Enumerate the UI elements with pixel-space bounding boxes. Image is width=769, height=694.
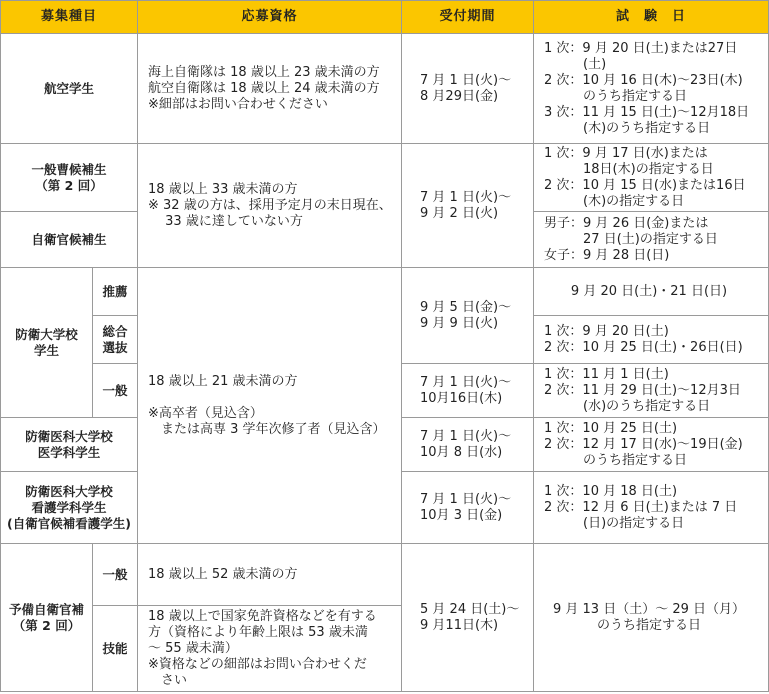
row-general-candidate: [1, 144, 769, 212]
category-nda: 防衛大学校 学生: [1, 268, 93, 418]
qualification-reserve-general: 18 歳以上 52 歳未満の方: [138, 544, 402, 606]
row-aviation: [1, 34, 769, 144]
header-qualification: 応募資格: [138, 1, 402, 34]
period-nda-recommend: 9 月 5 日(金)～ 9 月 9 日(火): [402, 268, 534, 364]
sub-nda-comprehensive: 総合 選抜: [93, 316, 138, 364]
header-exam: 試 験 日: [534, 1, 769, 34]
row-nda-recommend: [1, 268, 769, 316]
period-reserve: 5 月 24 日(土)～ 9 月11日(木): [402, 544, 534, 692]
category-general-candidate: 一般曹候補生 （第 2 回）: [1, 144, 138, 212]
qualification-candidates: 18 歳以上 33 歳未満の方 ※ 32 歳の方は、採用予定月の末日現在、 33 歳に達していない方: [138, 144, 402, 268]
category-ndmc-medical: 防衛医科大学校 医学科学生: [1, 418, 138, 472]
period-candidates: 7 月 1 日(火)～ 9 月 2 日(火): [402, 144, 534, 268]
exam-ndmc-medical: 1 次：10 月 25 日(土) 2 次：12 月 17 日(水)～19日(金) のうち指定する日: [534, 418, 769, 472]
period-nda-general: 7 月 1 日(火)～ 10月16日(木): [402, 364, 534, 418]
exam-nda-general: 1 次：11 月 1 日(土) 2 次：11 月 29 日(土)～12月3日 (水)のうち指定する日: [534, 364, 769, 418]
exam-nda-recommend: 9 月 20 日(土)・21 日(日): [534, 268, 769, 316]
qualification-nda-ndmc: 18 歳以上 21 歳未満の方 ※高卒者（見込含） または高専 3 学年次修了者（見込含）: [138, 268, 402, 544]
period-aviation: 7 月 1 日(火)～ 8 月29日(金): [402, 34, 534, 144]
qualification-aviation: 海上自衛隊は 18 歳以上 23 歳未満の方 航空自衛隊は 18 歳以上 24 歳未満の方 ※細部はお問い合わせください: [138, 34, 402, 144]
exam-reserve: 9 月 13 日（土）～ 29 日（月） のうち指定する日: [534, 544, 769, 692]
category-sdf-candidate: 自衛官候補生: [1, 212, 138, 268]
category-reserve: 予備自衛官補 （第 2 回）: [1, 544, 93, 692]
period-ndmc-nursing: 7 月 1 日(火)～ 10月 3 日(金): [402, 472, 534, 544]
exam-nda-comprehensive: 1 次：9 月 20 日(土) 2 次：10 月 25 日(土)・26日(日): [534, 316, 769, 364]
exam-sdf-candidate: 男子：9 月 26 日(金)または 27 日(土)の指定する日 女子：9 月 28 日(日): [534, 212, 769, 268]
category-aviation: 航空学生: [1, 34, 138, 144]
exam-aviation: 1 次：9 月 20 日(土)または27日 (土) 2 次：10 月 16 日(木)～23日(木) のうち指定する日 3 次：11 月 15 日(土)～12月18日 (木)のうち指定する日: [534, 34, 769, 144]
header-period: 受付期間: [402, 1, 534, 34]
exam-ndmc-nursing: 1 次：10 月 18 日(土) 2 次：12 月 6 日(土)または 7 日 (日)の指定する日: [534, 472, 769, 544]
sub-reserve-skill: 技能: [93, 606, 138, 692]
category-ndmc-nursing: 防衛医科大学校 看護学科学生 (自衛官候補看護学生): [1, 472, 138, 544]
row-reserve-general: [1, 544, 769, 606]
header-category: 募集種目: [1, 1, 138, 34]
sub-nda-recommend: 推薦: [93, 268, 138, 316]
header-row: [1, 1, 769, 34]
period-ndmc-medical: 7 月 1 日(火)～ 10月 8 日(水): [402, 418, 534, 472]
qualification-reserve-skill: 18 歳以上で国家免許資格などを有する 方（資格により年齢上限は 53 歳未満 ～ 55 歳未満） ※資格などの細部はお問い合わせくだ さい: [138, 606, 402, 692]
sub-nda-general: 一般: [93, 364, 138, 418]
exam-general-candidate: 1 次：9 月 17 日(水)または 18日(木)の指定する日 2 次：10 月 15 日(水)または16日 (木)の指定する日: [534, 144, 769, 212]
sub-reserve-general: 一般: [93, 544, 138, 606]
